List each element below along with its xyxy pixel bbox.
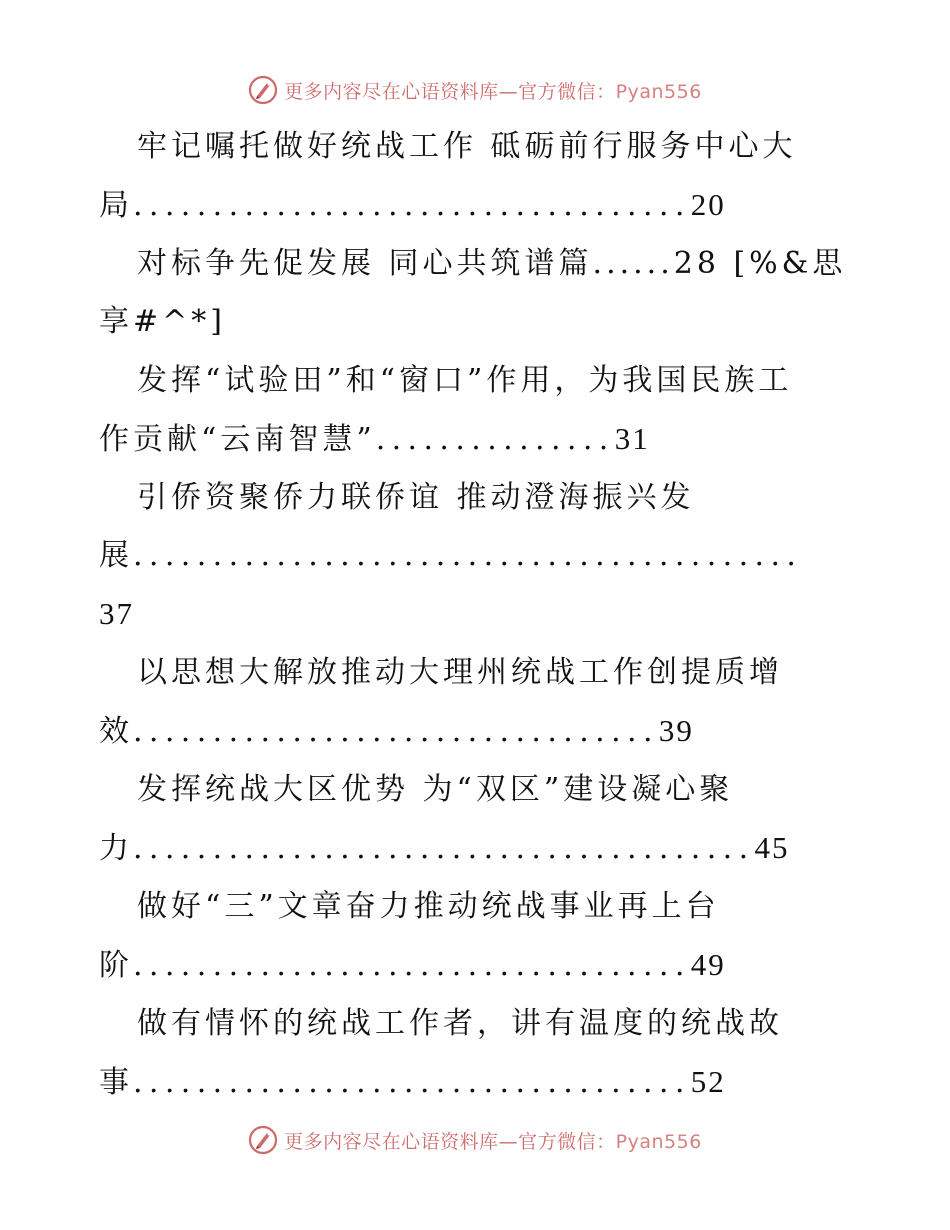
pen-logo-icon	[248, 1125, 278, 1155]
toc-entry-3-title[interactable]: 发挥“试验田”和“窗口”作用，为我国民族工	[137, 363, 793, 398]
toc-entry-5-title[interactable]: 以思想大解放推动大理州统战工作创提质增	[137, 655, 783, 690]
toc-entry-1-continuation[interactable]: 局...................................20	[99, 187, 726, 223]
toc-entry-8-continuation[interactable]: 事...................................52	[99, 1064, 726, 1100]
leader-dots: ...............	[375, 422, 615, 457]
toc-entry-7-continuation[interactable]: 阶...................................49	[99, 947, 726, 983]
toc-entry-3-continuation[interactable]: 作贡献“云南智慧”...............31	[99, 421, 650, 457]
leader-dots: .................................	[133, 714, 659, 749]
toc-entry-1-title[interactable]: 牢记嘱托做好统战工作 砥砺前行服务中心大	[137, 129, 797, 164]
leader-dots: .......................................	[133, 831, 755, 866]
page-number: 20	[690, 187, 726, 222]
page-number: 52	[690, 1064, 726, 1099]
footer-watermark	[0, 1120, 950, 1160]
toc-entry-4-page-line[interactable]	[0, 594, 950, 635]
leader-dots: ...................................	[133, 188, 691, 223]
page-number: 39	[658, 713, 694, 748]
watermark-text: 更多内容尽在心语资料库—官方微信：Pyan556	[284, 1130, 702, 1153]
page-number: 49	[690, 947, 726, 982]
toc-entry-7-title[interactable]: 做好“三”文章奋力推动统战事业再上台	[137, 889, 720, 924]
leader-dots: ..........................................	[133, 538, 803, 573]
toc-entry-5-continuation[interactable]: 效.................................39	[99, 713, 694, 749]
toc-entry-4-continuation[interactable]: 展..........................................	[99, 538, 803, 573]
toc-entry-2-title[interactable]: 对标争先促发展 同心共筑谱篇......28 [%&思	[137, 246, 847, 281]
page-number: 31	[614, 421, 650, 456]
page-number: 45	[754, 830, 790, 865]
leader-dots: ...................................	[133, 948, 691, 983]
header-watermark	[0, 70, 950, 110]
watermark-text: 更多内容尽在心语资料库—官方微信：Pyan556	[284, 80, 702, 103]
page-number: 37	[99, 596, 134, 631]
toc-entry-4-title[interactable]: 引侨资聚侨力联侨谊 推动澄海振兴发	[137, 480, 695, 515]
leader-dots: ...................................	[133, 1065, 691, 1100]
pen-logo-icon	[248, 75, 278, 105]
toc-entry-2-continuation[interactable]: 享#^*]	[99, 304, 226, 339]
toc-entry-8-title[interactable]: 做有情怀的统战工作者，讲有温度的统战故	[137, 1006, 783, 1041]
toc-entry-6-continuation[interactable]: 力.......................................45	[99, 830, 790, 866]
toc-entry-6-title[interactable]: 发挥统战大区优势 为“双区”建设凝心聚	[137, 772, 734, 807]
